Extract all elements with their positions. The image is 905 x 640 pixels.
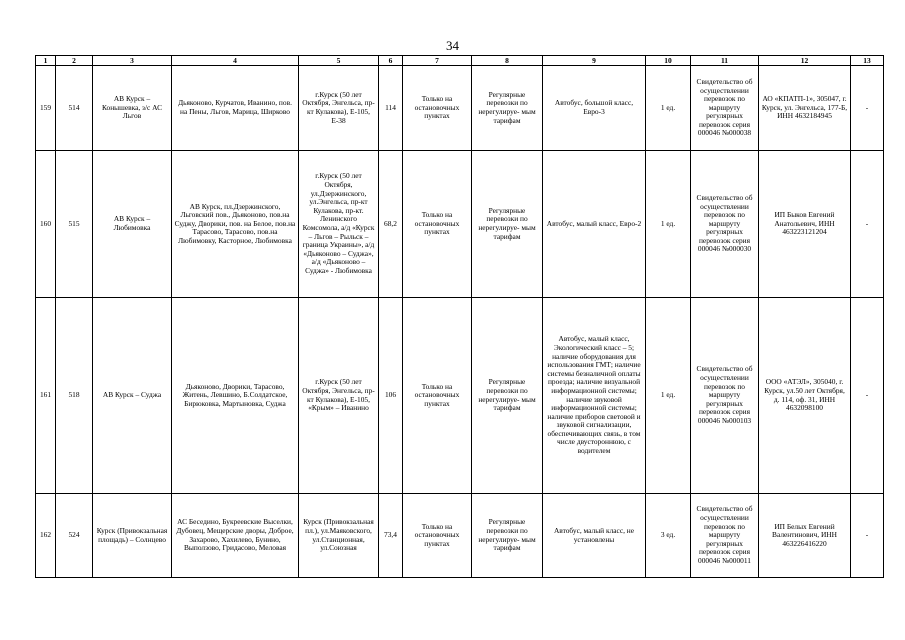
header-row xyxy=(36,56,884,66)
intermediate-stops: Дьяконово, Дворики, Тарасово, Житень, Левшино, Б.Солдатское, Бирюковка, Мартыновка, Суджа xyxy=(172,298,299,494)
certificate: Свидетельство об осуществлении перевозок по маршруту регулярных перевозок серия 000046 №000011 xyxy=(691,494,759,578)
carrier: АО «КПАТП-1», 305047, г. Курск, ул. Энгельса, 177-Б, ИНН 4632184945 xyxy=(759,66,851,151)
boarding-procedure: Только на остановочных пунктах xyxy=(403,66,472,151)
column-header-8: 8 xyxy=(472,56,543,66)
route-streets: г.Курск (50 лет Октября, ул.Дзержинского, ул.Энгельса, пр-кт Кулакова, пр-кт. Ленинского Комсомола, а/д «Курск – Льгов – Рыльск – граница Украины», а/д «Дьяконово – Суджа», а/д «Дьяконово – Суджа» - Любимовка xyxy=(299,151,379,298)
column-header-9: 9 xyxy=(543,56,646,66)
vehicle-count: 1 ед. xyxy=(646,298,691,494)
transport-type: Регулярные перевозки по нерегулируе- мым тарифам xyxy=(472,298,543,494)
table-row xyxy=(36,494,884,578)
column-header-11: 11 xyxy=(691,56,759,66)
column-header-7: 7 xyxy=(403,56,472,66)
route-length: 106 xyxy=(379,298,403,494)
vehicle-count: 1 ед. xyxy=(646,151,691,298)
boarding-procedure: Только на остановочных пунктах xyxy=(403,494,472,578)
route-number: 518 xyxy=(56,298,93,494)
route-name: АВ Курск – Конышевка, з/с АС Льгов xyxy=(93,66,172,151)
vehicle-class: Автобус, малый класс, Экологический класс – 5; наличие оборудования для использования ГМТ; наличие системы безналичной оплаты проезда; наличие визуальной информационной системы; наличие звуковой информационной системы; наличие приборов световой и звуковой сигнализации, обеспечивающих связь, в том числе двустороннюю, с водителем xyxy=(543,298,646,494)
intermediate-stops: АВ Курск, пл.Дзержинского, Льговский пов., Дьяконово, пов.на Суджу, Дворики, пов. на Белое, пов.на Тарасово, Тарасово, пов.на Любимовку, Касторное, Любимовка xyxy=(172,151,299,298)
carrier: ИП Белых Евгений Валентинович, ИНН 463226416220 xyxy=(759,494,851,578)
column-header-10: 10 xyxy=(646,56,691,66)
vehicle-class: Автобус, малый класс, Евро-2 xyxy=(543,151,646,298)
page-number: 34 xyxy=(446,38,459,53)
notes: - xyxy=(851,151,884,298)
intermediate-stops: Дьяконово, Курчатов, Иванино, пов. на Пены, Льгов, Марица, Ширково xyxy=(172,66,299,151)
table-row xyxy=(36,298,884,494)
boarding-procedure: Только на остановочных пунктах xyxy=(403,298,472,494)
table-row xyxy=(36,151,884,298)
route-streets: г.Курск (50 лет Октября, Энгельса, пр-кт Кулакова), Е-105, Е-38 xyxy=(299,66,379,151)
vehicle-class: Автобус, большой класс, Евро-3 xyxy=(543,66,646,151)
vehicle-class: Автобус, малый класс, не установлены xyxy=(543,494,646,578)
route-row-number: 162 xyxy=(36,494,56,578)
certificate: Свидетельство об осуществлении перевозок по маршруту регулярных перевозок серия 000046 №000030 xyxy=(691,151,759,298)
route-row-number: 161 xyxy=(36,298,56,494)
route-streets: Курск (Привокзальная пл.), ул.Маяковского, ул.Станционная, ул.Союзная xyxy=(299,494,379,578)
column-header-1: 1 xyxy=(36,56,56,66)
column-header-3: 3 xyxy=(93,56,172,66)
certificate: Свидетельство об осуществлении перевозок по маршруту регулярных перевозок серия 000046 №000103 xyxy=(691,298,759,494)
route-number: 514 xyxy=(56,66,93,151)
route-number: 524 xyxy=(56,494,93,578)
column-header-5: 5 xyxy=(299,56,379,66)
route-number: 515 xyxy=(56,151,93,298)
route-length: 73,4 xyxy=(379,494,403,578)
notes: - xyxy=(851,66,884,151)
column-header-12: 12 xyxy=(759,56,851,66)
route-name: АВ Курск – Любимовка xyxy=(93,151,172,298)
transport-type: Регулярные перевозки по нерегулируе- мым тарифам xyxy=(472,66,543,151)
route-streets: г.Курск (50 лет Октября, Энгельса, пр-кт Кулакова), Е-105, «Крым» – Иванино xyxy=(299,298,379,494)
carrier: ООО «АТЭЛ», 305040, г. Курск, ул.50 лет Октября, д. 114, оф. 31, ИНН 4632098100 xyxy=(759,298,851,494)
routes-table xyxy=(35,55,884,578)
notes: - xyxy=(851,494,884,578)
route-length: 68,2 xyxy=(379,151,403,298)
vehicle-count: 3 ед. xyxy=(646,494,691,578)
column-header-6: 6 xyxy=(379,56,403,66)
intermediate-stops: АС Беседино, Букреевские Выселки, Дубовец, Мещерские дворы, Доброе, Захарово, Хахилево, Бунино, Выползово, Гридасово, Меловая xyxy=(172,494,299,578)
column-header-2: 2 xyxy=(56,56,93,66)
carrier: ИП Быков Евгений Анатольевич, ИНН 463223121204 xyxy=(759,151,851,298)
boarding-procedure: Только на остановочных пунктах xyxy=(403,151,472,298)
route-name: АВ Курск – Суджа xyxy=(93,298,172,494)
route-row-number: 159 xyxy=(36,66,56,151)
vehicle-count: 1 ед. xyxy=(646,66,691,151)
notes: - xyxy=(851,298,884,494)
column-header-4: 4 xyxy=(172,56,299,66)
route-row-number: 160 xyxy=(36,151,56,298)
transport-type: Регулярные перевозки по нерегулируе- мым тарифам xyxy=(472,494,543,578)
table-row xyxy=(36,66,884,151)
transport-type: Регулярные перевозки по нерегулируе- мым тарифам xyxy=(472,151,543,298)
route-name: Курск (Привокзальная площадь) – Солнцево xyxy=(93,494,172,578)
certificate: Свидетельство об осуществлении перевозок по маршруту регулярных перевозок серия 000046 №000038 xyxy=(691,66,759,151)
route-length: 114 xyxy=(379,66,403,151)
column-header-13: 13 xyxy=(851,56,884,66)
